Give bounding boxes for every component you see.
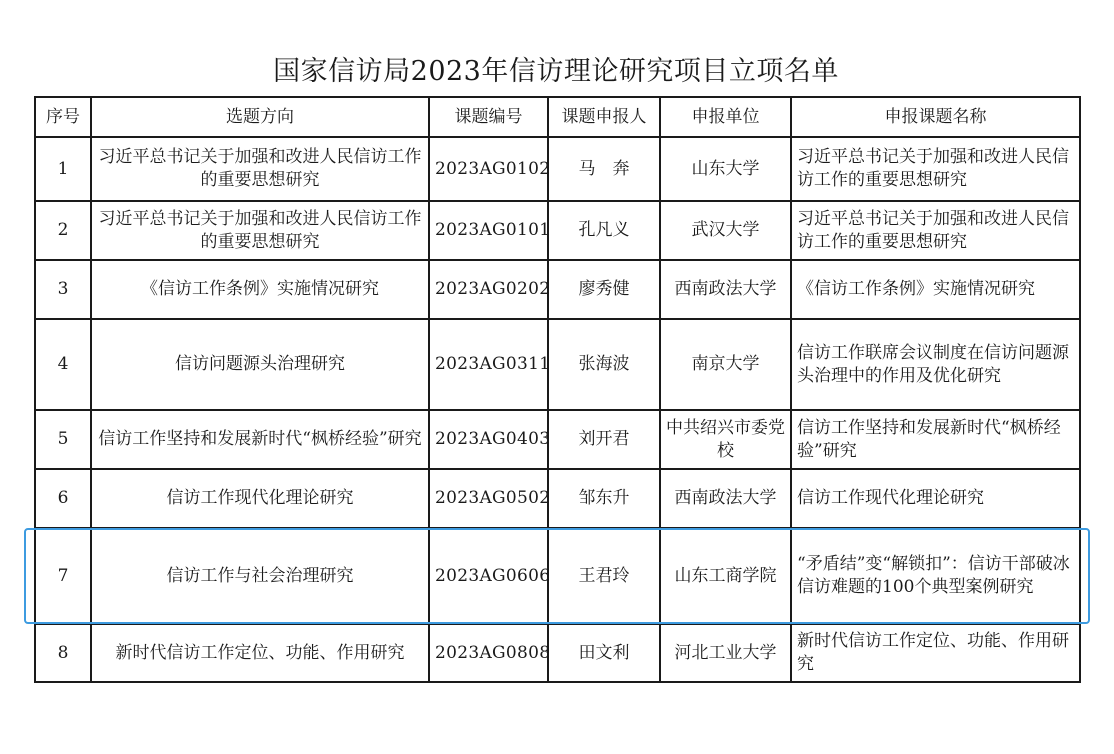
cell-applying-unit: 西南政法大学 [660,260,791,319]
cell-project-code: 2023AG0101 [429,201,548,260]
cell-project-code: 2023AG0403 [429,410,548,469]
project-list-table [34,96,1081,683]
cell-topic-direction: 信访工作坚持和发展新时代“枫桥经验”研究 [91,410,429,469]
header-topic-direction: 选题方向 [91,97,429,137]
cell-topic-direction: 信访工作现代化理论研究 [91,469,429,528]
cell-applying-unit: 西南政法大学 [660,469,791,528]
cell-project-title: “矛盾结”变“解锁扣”：信访干部破冰信访难题的100个典型案例研究 [791,528,1080,624]
cell-applicant: 刘开君 [548,410,660,469]
cell-applying-unit: 南京大学 [660,319,791,410]
cell-project-code: 2023AG0502 [429,469,548,528]
cell-project-code: 2023AG0606 [429,528,548,624]
cell-project-title: 信访工作联席会议制度在信访问题源头治理中的作用及优化研究 [791,319,1080,410]
cell-serial-number: 3 [35,260,91,319]
header-applying-unit: 申报单位 [660,97,791,137]
cell-serial-number: 4 [35,319,91,410]
table-row-selected[interactable] [35,528,1080,624]
cell-topic-direction: 新时代信访工作定位、功能、作用研究 [91,624,429,682]
cell-applicant: 廖秀健 [548,260,660,319]
cell-topic-direction: 《信访工作条例》实施情况研究 [91,260,429,319]
cell-applicant: 孔凡义 [548,201,660,260]
table-row[interactable] [35,319,1080,410]
cell-topic-direction: 习近平总书记关于加强和改进人民信访工作的重要思想研究 [91,137,429,201]
cell-applying-unit: 河北工业大学 [660,624,791,682]
cell-serial-number: 8 [35,624,91,682]
cell-project-title: 信访工作坚持和发展新时代“枫桥经验”研究 [791,410,1080,469]
header-serial-number: 序号 [35,97,91,137]
cell-project-code: 2023AG0102 [429,137,548,201]
table-row[interactable] [35,137,1080,201]
cell-project-title: 信访工作现代化理论研究 [791,469,1080,528]
table-row[interactable] [35,201,1080,260]
cell-applicant: 张海波 [548,319,660,410]
cell-applying-unit: 中共绍兴市委党校 [660,410,791,469]
header-applicant: 课题申报人 [548,97,660,137]
cell-topic-direction: 习近平总书记关于加强和改进人民信访工作的重要思想研究 [91,201,429,260]
table-row[interactable] [35,260,1080,319]
cell-applying-unit: 山东工商学院 [660,528,791,624]
header-project-code: 课题编号 [429,97,548,137]
cell-topic-direction: 信访工作与社会治理研究 [91,528,429,624]
cell-project-title: 习近平总书记关于加强和改进人民信访工作的重要思想研究 [791,137,1080,201]
cell-project-code: 2023AG0808 [429,624,548,682]
document-title: 国家信访局2023年信访理论研究项目立项名单 [273,56,839,87]
cell-project-title: 习近平总书记关于加强和改进人民信访工作的重要思想研究 [791,201,1080,260]
cell-serial-number: 2 [35,201,91,260]
cell-applicant: 马 奔 [548,137,660,201]
cell-topic-direction: 信访问题源头治理研究 [91,319,429,410]
cell-applicant: 王君玲 [548,528,660,624]
cell-serial-number: 7 [35,528,91,624]
cell-project-title: 《信访工作条例》实施情况研究 [791,260,1080,319]
header-project-title: 申报课题名称 [791,97,1080,137]
cell-project-code: 2023AG0311 [429,319,548,410]
table-row[interactable] [35,624,1080,682]
cell-applicant: 田文利 [548,624,660,682]
table-row[interactable] [35,410,1080,469]
cell-project-title: 新时代信访工作定位、功能、作用研究 [791,624,1080,682]
cell-applying-unit: 武汉大学 [660,201,791,260]
cell-serial-number: 5 [35,410,91,469]
table-row[interactable] [35,469,1080,528]
cell-project-code: 2023AG0202 [429,260,548,319]
cell-applicant: 邹东升 [548,469,660,528]
cell-applying-unit: 山东大学 [660,137,791,201]
table-header-row [35,97,1080,137]
cell-serial-number: 6 [35,469,91,528]
cell-serial-number: 1 [35,137,91,201]
